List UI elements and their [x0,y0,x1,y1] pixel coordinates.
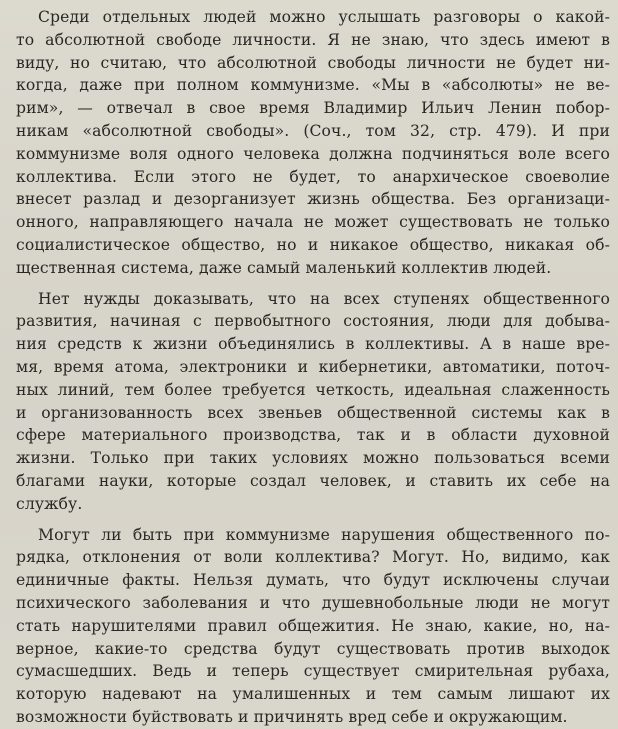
text-line: развития, начиная с первобытного состояния, люди для добыва- [16,312,610,331]
text-line: единичные факты. Нельзя думать, что будут исключены случаи [16,571,610,590]
text-line: внесет разлад и дезорганизует жизнь общества. Без организаци- [16,190,610,209]
text-line: службу. [16,494,83,513]
text-line: стать нарушителями правил общежития. Не знаю, какие, но, на- [16,616,610,635]
text-line: то абсолютной свободе личности. Я не знаю, что здесь имеют в [16,30,610,49]
text-line: коллектива. Если этого не будет, то анархическое своеволие [16,167,610,186]
text-line: виду, но считаю, что абсолютной свободы личности не будет ни- [16,53,610,72]
text-line: Нет нужды доказывать, что на всех ступенях общественного [38,289,610,308]
text-line: мя, время атома, электроники и кибернетики, автоматики, поточ- [16,357,610,376]
text-line: сфере материального производства, так и в области духовной [16,426,610,445]
text-line: Могут ли быть при коммунизме нарушения общественного по- [38,525,610,544]
text-line: щественная система, даже самый маленький коллектив людей. [16,258,552,277]
text-line: ния средств к жизни объединялись в коллективы. А в наше вре- [16,335,610,354]
text-line: когда, даже при полном коммунизме. «Мы в «абсолюты» не ве- [16,76,610,95]
text-line: психического заболевания и что душевнобольные люди не могут [16,593,610,612]
text-line: ных линий, тем более требуется четкость, идеальная слаженность [16,380,610,399]
text-line: благами науки, которые создал человек, и ставить их себе на [16,471,610,490]
text-line: верное, какие-то средства будут существовать против выходок [16,639,610,658]
text-line: Среди отдельных людей можно услышать разговоры о какой- [38,8,610,26]
paragraph-3 [16,524,610,729]
text-line: социалистическое общество, но и никакое общество, никакая об- [16,235,610,254]
text-line: возможности буйствовать и причинять вред себе и окружающим. [16,707,568,726]
text-line: сумасшедших. Ведь и теперь существует смирительная рубаха, [16,662,610,681]
text-line: онного, направляющего начала не может существовать не только [16,213,610,232]
text-line: и организованность всех звеньев общественной системы как в [16,403,610,422]
text-line: жизни. Только при таких условиях можно пользоваться всеми [16,449,610,468]
text-line: рим», — отвечал в свое время Владимир Ильич Ленин побор- [16,99,610,118]
paragraph-1 [16,6,610,280]
paragraph-2 [16,288,610,516]
text-line: рядка, отклонения от воли коллектива? Могут. Но, видимо, как [16,548,610,567]
text-line: которую надевают на умалишенных и тем самым лишают их [16,685,610,704]
text-line: коммунизме воля одного человека должна подчиняться воле всего [16,144,610,163]
text-line: никам «абсолютной свободы». (Соч., том 32, стр. 479). И при [16,121,610,140]
